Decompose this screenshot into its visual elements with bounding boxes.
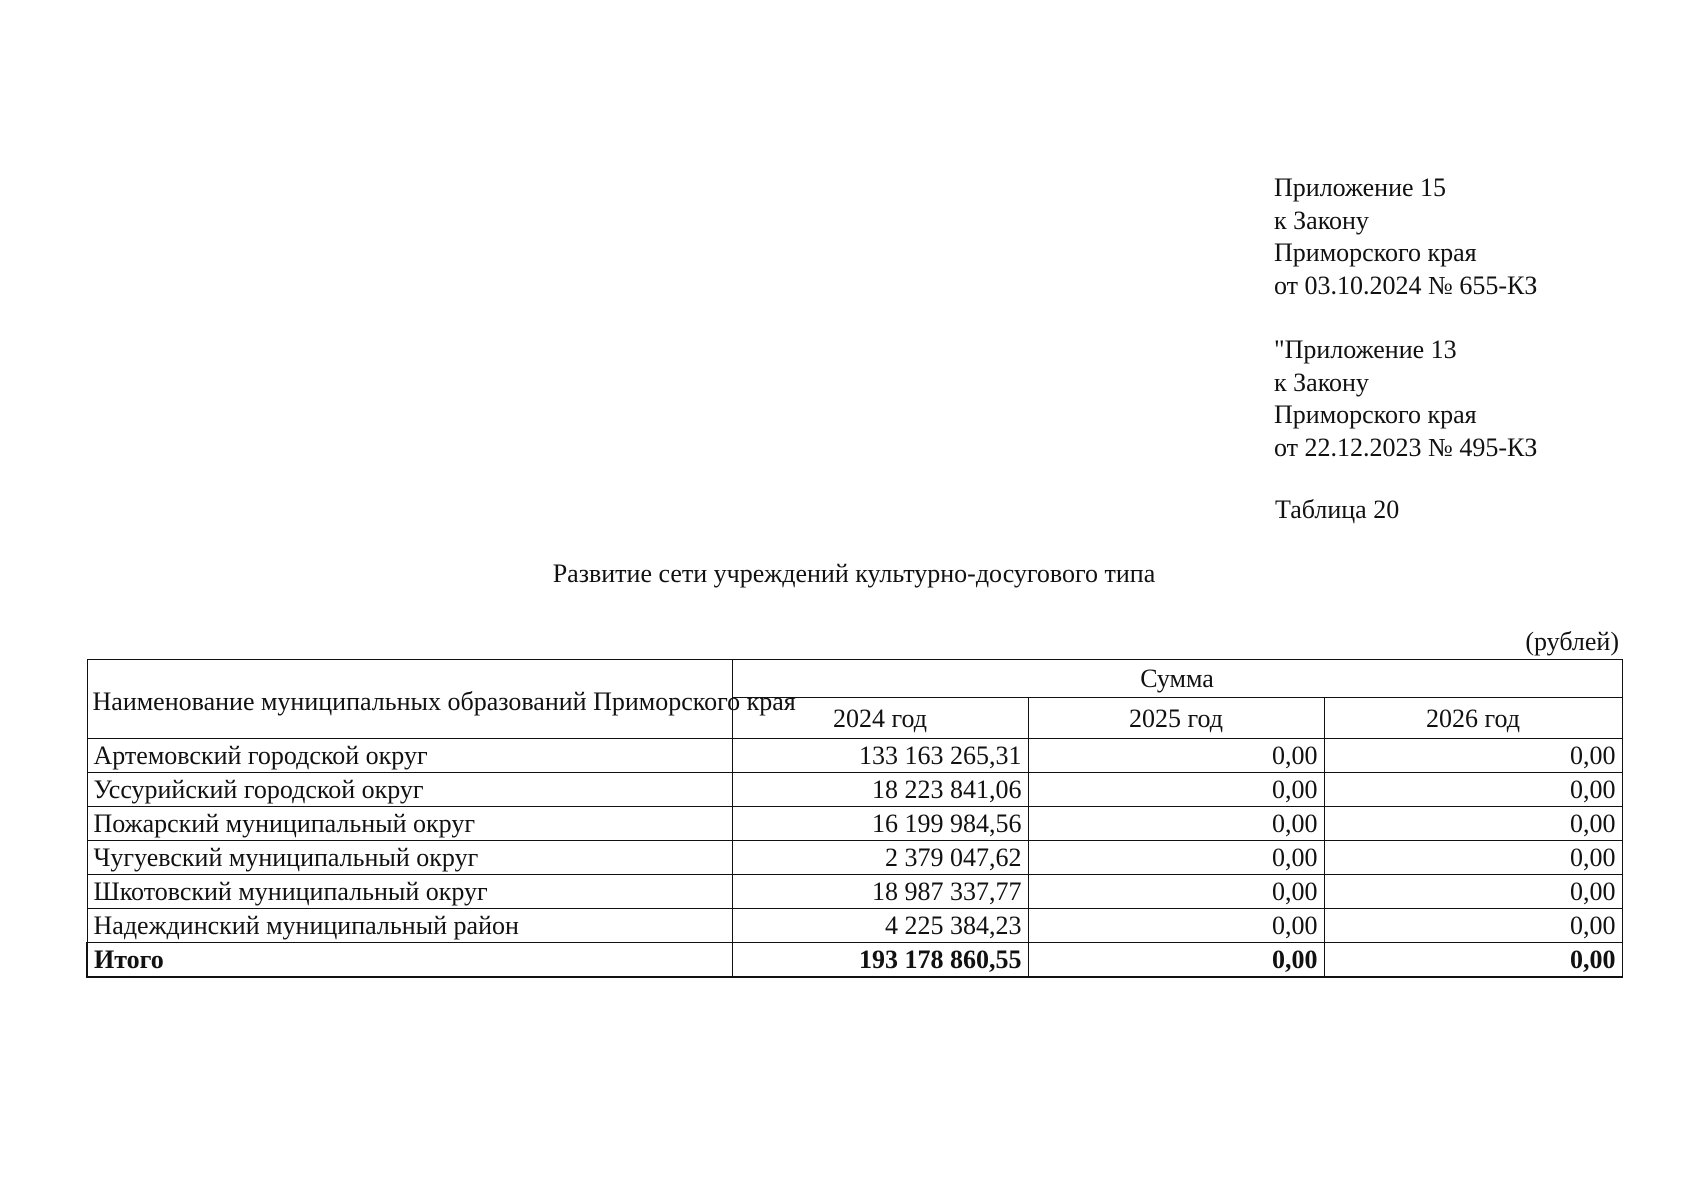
table-header-row [87,660,1622,698]
annex-13-reference [1274,334,1537,464]
amount-2026: 0,00 [1324,909,1622,943]
annex-13-line-1: "Приложение 13 [1274,335,1457,364]
table-row [87,841,1622,875]
municipality-name: Шкотовский муниципальный округ [87,875,732,909]
amount-2025: 0,00 [1028,909,1324,943]
amount-2025: 0,00 [1028,773,1324,807]
amount-2024: 2 379 047,62 [732,841,1028,875]
table-row [87,773,1622,807]
amount-2024: 4 225 384,23 [732,909,1028,943]
total-amount-2026: 0,00 [1324,943,1622,978]
municipality-name: Надеждинский муниципальный район [87,909,732,943]
amount-2024: 133 163 265,31 [732,739,1028,773]
total-amount-2024: 193 178 860,55 [732,943,1028,978]
amount-2026: 0,00 [1324,773,1622,807]
municipality-name: Уссурийский городской округ [87,773,732,807]
amount-2025: 0,00 [1028,875,1324,909]
year-2026-header: 2026 год [1324,698,1622,739]
municipality-name: Пожарский муниципальный округ [87,807,732,841]
annex-13-line-4: от 22.12.2023 № 495-КЗ [1274,432,1538,462]
annex-15-line-3: Приморского края [1274,238,1477,267]
annex-15-line-4: от 03.10.2024 № 655-КЗ [1274,270,1538,300]
municipality-name: Чугуевский муниципальный округ [87,841,732,875]
units-label: (рублей) [1525,627,1619,656]
table-row [87,807,1622,841]
amount-2024: 18 987 337,77 [732,875,1028,909]
total-label: Итого [87,943,732,978]
amount-2026: 0,00 [1324,807,1622,841]
total-row [87,943,1622,978]
annex-13-line-2: к Закону [1274,367,1369,397]
amount-2024: 18 223 841,06 [732,773,1028,807]
municipality-column-header: Наименование муниципальных образований Приморского края [87,660,732,739]
table-number: Таблица 20 [1275,495,1400,524]
municipality-name: Артемовский городской округ [87,739,732,773]
table-row [87,739,1622,773]
amount-2026: 0,00 [1324,739,1622,773]
annex-13-line-3: Приморского края [1274,400,1477,429]
annex-15-line-2: к Закону [1274,205,1369,235]
annex-15-reference [1274,172,1537,302]
amount-2026: 0,00 [1324,875,1622,909]
amount-2025: 0,00 [1028,739,1324,773]
year-2024-header: 2024 год [732,698,1028,739]
amount-2024: 16 199 984,56 [732,807,1028,841]
amount-2025: 0,00 [1028,841,1324,875]
sum-column-header: Сумма [732,660,1622,698]
table-row [87,875,1622,909]
annex-15-line-1: Приложение 15 [1274,173,1447,202]
amount-2025: 0,00 [1028,807,1324,841]
total-amount-2025: 0,00 [1028,943,1324,978]
funding-table [86,659,1623,978]
table-row [87,909,1622,943]
amount-2026: 0,00 [1324,841,1622,875]
document-title: Развитие сети учреждений культурно-досугового типа [552,559,1156,588]
year-2025-header: 2025 год [1028,698,1324,739]
